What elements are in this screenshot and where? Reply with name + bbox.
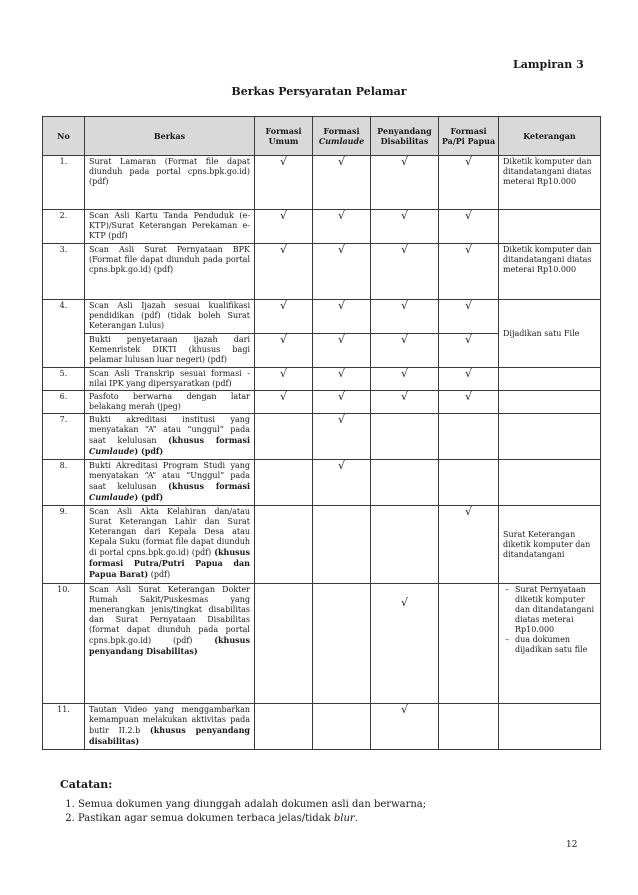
check-disabilitas: √ xyxy=(371,391,439,414)
row-berkas xyxy=(85,414,255,460)
notes-list xyxy=(60,798,426,826)
row-number: 6. xyxy=(43,391,85,414)
check-disabilitas: √ xyxy=(371,156,439,210)
row-berkas: Scan Asli Surat Pernyataan BPK (Format file dapat diunduh pada portal cpns.bpk.go.id) (pdf) xyxy=(85,244,255,300)
header-papua: Formasi Pa/Pi Papua xyxy=(439,117,499,156)
row-number: 7. xyxy=(43,414,85,460)
check-umum: √ xyxy=(255,210,313,244)
check-cumlaude: √ xyxy=(313,210,371,244)
check-papua: √ xyxy=(439,506,499,584)
document-title: Berkas Persyaratan Pelamar xyxy=(231,85,407,98)
header-no: No xyxy=(43,117,85,156)
row-keterangan xyxy=(499,368,601,391)
check-papua xyxy=(439,414,499,460)
berkas-italic-text: Cumlaude xyxy=(89,492,135,502)
notes-item-period: . xyxy=(354,813,358,824)
row-berkas: Surat Lamaran (Format file dapat diunduh pada portal cpns.bpk.go.id) (pdf) xyxy=(85,156,255,210)
berkas-text: Scan Asli Akta Kelahiran dan/atau Surat Keterangan Lahir dan Surat Keterangan dari Kepala Desa atau Kepala Suku (format file dapat diunduh di portal cpns.bpk.go.id) (pdf) xyxy=(89,507,250,557)
berkas-bold-text: (khusus penyandang disabilitas) xyxy=(89,725,250,746)
check-disabilitas xyxy=(371,506,439,584)
header-cumlaude-name: Cumlaude xyxy=(318,136,365,146)
check-cumlaude: √ xyxy=(313,391,371,414)
row-berkas: Bukti penyetaraan ijazah dari Kemenristek DIKTI (khusus bagi pelamar lulusan luar negeri) (pdf) xyxy=(85,334,255,368)
table-row xyxy=(43,704,601,750)
check-umum: √ xyxy=(255,334,313,368)
check-papua xyxy=(439,584,499,704)
requirements-table xyxy=(42,116,601,750)
berkas-suffix-text: ) (pdf) xyxy=(134,492,164,502)
row-keterangan xyxy=(499,584,601,704)
check-cumlaude: √ xyxy=(313,334,371,368)
header-umum: Formasi Umum xyxy=(255,117,313,156)
check-papua: √ xyxy=(439,334,499,368)
check-umum xyxy=(255,506,313,584)
check-cumlaude: √ xyxy=(313,300,371,334)
row-keterangan: Dijadikan satu File xyxy=(499,300,601,368)
check-umum xyxy=(255,414,313,460)
berkas-suffix-text: (pdf) xyxy=(150,570,171,579)
check-papua: √ xyxy=(439,300,499,334)
check-disabilitas xyxy=(371,414,439,460)
notes-title: Catatan: xyxy=(60,778,113,791)
berkas-bold-text: (khusus formasi xyxy=(168,481,251,491)
check-papua: √ xyxy=(439,368,499,391)
check-cumlaude xyxy=(313,704,371,750)
berkas-suffix-text: ) (pdf) xyxy=(134,446,164,456)
berkas-text: Tautan Video yang menggambarkan kemampuan melakukan aktivitas pada butir II.2.b xyxy=(89,705,250,735)
header-cumlaude xyxy=(313,117,371,156)
row-keterangan: Surat Keterangan diketik komputer dan ditandatangani xyxy=(499,506,601,584)
check-cumlaude xyxy=(313,584,371,704)
row-berkas xyxy=(85,506,255,584)
check-papua xyxy=(439,704,499,750)
notes-item-italic: blur xyxy=(333,813,355,824)
check-cumlaude: √ xyxy=(313,244,371,300)
berkas-bold-text: (khusus formasi xyxy=(168,435,251,445)
berkas-text: Scan Asli Surat Keterangan Dokter Rumah Sakit/Puskesmas yang menerangkan jenis/tingkat disabilitas dan Surat Pernyataan Disabilitas (format dapat diunduh pada portal cpns.bpk.go.id) (pdf) xyxy=(89,585,250,645)
notes-item-text: Pastikan agar semua dokumen terbaca jelas/tidak xyxy=(78,813,334,824)
row-number: 2. xyxy=(43,210,85,244)
row-keterangan xyxy=(499,704,601,750)
table-row xyxy=(43,414,601,460)
header-keterangan: Keterangan xyxy=(499,117,601,156)
keterangan-item: – Surat Pernyataan diketik komputer dan ditandatangani diatas meterai Rp10.000 xyxy=(515,585,596,635)
check-disabilitas: √ xyxy=(371,584,439,704)
row-berkas: Scan Asli Kartu Tanda Penduduk (e-KTP)/Surat Keterangan Perekaman e-KTP (pdf) xyxy=(85,210,255,244)
table-row xyxy=(43,156,601,210)
row-keterangan xyxy=(499,210,601,244)
row-number: 10. xyxy=(43,584,85,704)
row-number: 8. xyxy=(43,460,85,506)
check-cumlaude: √ xyxy=(313,368,371,391)
check-papua: √ xyxy=(439,156,499,210)
row-keterangan: Diketik komputer dan ditandatangani diatas meterai Rp10.000 xyxy=(499,244,601,300)
keterangan-item: – dua dokumen dijadikan satu file xyxy=(515,635,596,655)
berkas-bold-text: (khusus formasi Putra/Putri Papua dan Papua Barat) xyxy=(89,547,251,579)
row-berkas: Scan Asli Ijazah sesuai kualifikasi pendidikan (pdf) (tidak boleh Surat Keterangan Lulus) xyxy=(85,300,255,334)
check-cumlaude: √ xyxy=(313,414,371,460)
check-disabilitas: √ xyxy=(371,334,439,368)
check-cumlaude xyxy=(313,506,371,584)
row-number: 9. xyxy=(43,506,85,584)
check-umum xyxy=(255,704,313,750)
row-keterangan xyxy=(499,460,601,506)
check-disabilitas: √ xyxy=(371,704,439,750)
row-number: 1. xyxy=(43,156,85,210)
header-berkas: Berkas xyxy=(85,117,255,156)
check-papua xyxy=(439,460,499,506)
check-disabilitas xyxy=(371,460,439,506)
check-papua: √ xyxy=(439,391,499,414)
berkas-text: Bukti Akreditasi Program Studi yang menyatakan “A” atau “Unggul” pada saat kelulusan xyxy=(89,461,250,491)
notes-item xyxy=(78,812,426,826)
table-row xyxy=(43,584,601,704)
check-disabilitas: √ xyxy=(371,210,439,244)
table-row xyxy=(43,506,601,584)
check-cumlaude: √ xyxy=(313,460,371,506)
attachment-label: Lampiran 3 xyxy=(513,58,584,71)
table-row xyxy=(43,244,601,300)
berkas-bold-text: (khusus penyandang Disabilitas) xyxy=(89,635,250,656)
row-number: 5. xyxy=(43,368,85,391)
check-umum xyxy=(255,460,313,506)
row-berkas xyxy=(85,704,255,750)
check-umum: √ xyxy=(255,300,313,334)
check-disabilitas: √ xyxy=(371,300,439,334)
check-papua: √ xyxy=(439,210,499,244)
header-disabilitas: Penyandang Disabilitas xyxy=(371,117,439,156)
row-berkas xyxy=(85,584,255,704)
row-number: 3. xyxy=(43,244,85,300)
header-cumlaude-prefix: Formasi xyxy=(323,126,360,136)
page-number: 12 xyxy=(566,840,578,850)
check-disabilitas: √ xyxy=(371,368,439,391)
check-papua: √ xyxy=(439,244,499,300)
check-disabilitas: √ xyxy=(371,244,439,300)
check-cumlaude: √ xyxy=(313,156,371,210)
row-keterangan xyxy=(499,414,601,460)
berkas-text: Bukti akreditasi institusi yang menyatakan “A” atau “unggul” pada saat kelulusan xyxy=(89,415,250,445)
notes-item: 1. Semua dokumen yang diunggah adalah dokumen asli dan berwarna; xyxy=(78,798,426,812)
row-keterangan: Diketik komputer dan ditandatangani diatas meterai Rp10.000 xyxy=(499,156,601,210)
row-keterangan xyxy=(499,391,601,414)
row-berkas xyxy=(85,460,255,506)
table-header-row xyxy=(43,117,601,156)
row-berkas: Pasfoto berwarna dengan latar belakang merah (jpeg) xyxy=(85,391,255,414)
check-umum: √ xyxy=(255,368,313,391)
row-number: 11. xyxy=(43,704,85,750)
table-row xyxy=(43,210,601,244)
table-row xyxy=(43,460,601,506)
table-row xyxy=(43,391,601,414)
keterangan-list xyxy=(503,585,596,655)
table-row xyxy=(43,300,601,334)
row-number: 4. xyxy=(43,300,85,368)
berkas-italic-text: Cumlaude xyxy=(89,446,135,456)
check-umum: √ xyxy=(255,391,313,414)
check-umum xyxy=(255,584,313,704)
check-umum: √ xyxy=(255,156,313,210)
table-row xyxy=(43,368,601,391)
row-berkas: Scan Asli Transkrip sesuai formasi - nilai IPK yang dipersyaratkan (pdf) xyxy=(85,368,255,391)
check-umum: √ xyxy=(255,244,313,300)
